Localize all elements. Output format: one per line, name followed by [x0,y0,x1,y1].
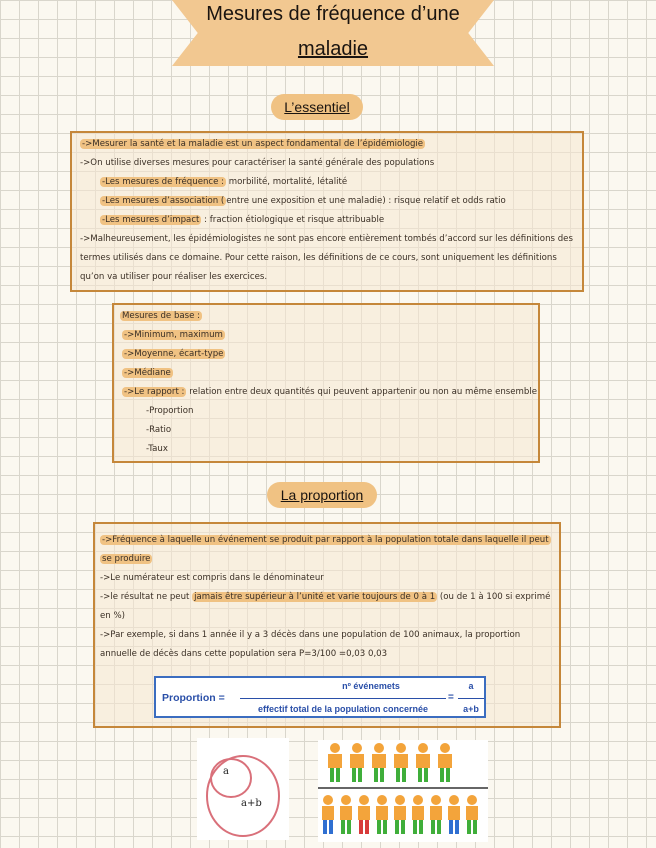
proportion-line: se produire [102,554,151,564]
base-heading: Mesures de base : [122,311,201,321]
formula-equals: = [448,692,454,703]
proportion-formula [154,676,486,718]
proportion-heading: La proportion [267,482,377,508]
formula-denominator: effectif total de la population concernée [257,704,429,714]
proportion-line: ->Le numérateur est compris dans le dénominateur [100,573,324,583]
base-item: ->Médiane [124,368,171,378]
proportion-line: ->le résultat ne peut jamais être supérieur à l’unité et varie toujours de 0 à 1 (ou de 1 à 100 si exprimé [100,592,551,602]
formula-numerator: nº événemets [342,681,400,691]
formula-a-plus-b: a+b [463,704,479,714]
proportion-line: en %) [100,611,125,621]
essentiel-line: -Les mesures d’association ( entre une exposition et une maladie) : risque relatif et odds ratio [102,196,506,206]
venn-diagram [197,738,289,840]
page-title-line2: maladie [297,38,369,60]
base-item: ->Minimum, maximum [124,330,223,340]
base-subitem: -Proportion [146,406,194,416]
page-title-line1: Mesures de fréquence d’une [206,3,460,25]
proportion-line: ->Par exemple, si dans 1 année il y a 3 décès dans une population de 100 animaux, la proportion [100,630,521,640]
people-top-row [328,743,452,782]
people-bottom-row [322,795,478,834]
venn-label-ab: a+b [241,798,262,809]
proportion-line: annuelle de décès dans cette population sera P=3/100 =0,03 0,03 [100,649,388,659]
base-item: ->Moyenne, écart-type [124,349,224,359]
outer-circle [207,756,279,836]
essentiel-line: ->On utilise diverses mesures pour caractériser la santé générale des populations [80,158,435,168]
formula-a: a [468,681,474,691]
essentiel-line: termes utilisés dans ce domaine. Pour cette raison, les définitions de ce cours, sont uniquement les définitions [80,253,557,263]
inner-circle [211,759,251,797]
essentiel-box [70,131,584,292]
base-item: ->Le rapport : relation entre deux quantités qui peuvent appartenir ou non au même ensemble [124,387,538,397]
mesures-base-box [112,303,540,463]
essentiel-heading: L’essentiel [271,94,363,120]
base-subitem: -Ratio [146,425,172,435]
venn-label-a: a [223,766,229,777]
essentiel-line: -Les mesures d’impact : fraction étiologique et risque attribuable [102,215,385,225]
essentiel-line: ->Malheureusement, les épidémiologistes ne sont pas encore entièrement tombés d’accord sur les définitions des [80,234,573,244]
formula-fraction-bar [240,698,446,699]
formula-fraction-bar-2 [458,698,484,699]
proportion-line: ->Fréquence à laquelle un événement se produit par rapport à la population totale dans laquelle il peut [102,535,549,545]
essentiel-line: ->Mesurer la santé et la maladie est un aspect fondamental de l’épidémiologie [82,139,424,149]
formula-label: Proportion = [162,692,225,704]
essentiel-line: qu’on va utiliser pour réaliser les exercices. [80,272,268,282]
population-illustration [318,740,488,842]
base-subitem: -Taux [146,444,168,454]
essentiel-line: -Les mesures de fréquence : morbilité, mortalité, létalité [102,177,348,187]
